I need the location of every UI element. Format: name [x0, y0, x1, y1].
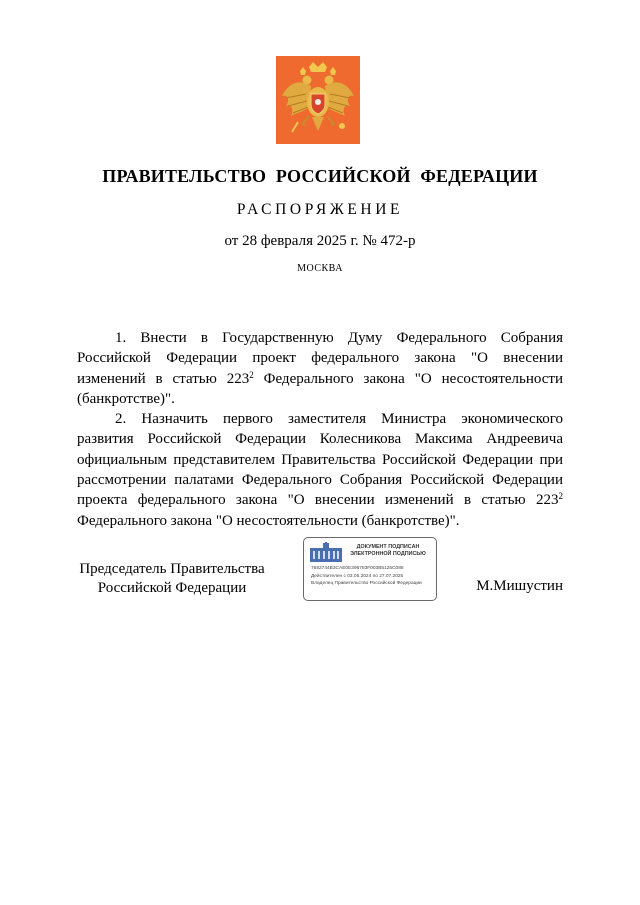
signatory-position [72, 560, 272, 598]
stamp-validity: Действителен с 03.05.2024 по 27.07.2025 [311, 574, 404, 579]
paragraph-1-text-end: Федерального закона "О несостоятельности (банкротстве)". [77, 370, 563, 407]
government-building-icon [310, 542, 342, 562]
paragraph-2-text-end: Федерального закона "О несостоятельности (банкротстве)". [77, 512, 460, 529]
paragraph-2 [77, 409, 563, 531]
stamp-heading-line-1: ДОКУМЕНТ ПОДПИСАН [356, 544, 420, 550]
stamp-certificate: 7682744B3CAE0E396783F003B5125C086 [311, 566, 404, 571]
stamp-heading-line-2: ЭЛЕКТРОННОЙ ПОДПИСЬЮ [350, 550, 426, 557]
government-title: ПРАВИТЕЛЬСТВО РОССИЙСКОЙ ФЕДЕРАЦИИ [102, 166, 538, 186]
paragraph-2-text: 2. Назначить первого заместителя Министра экономического развития Российской Федерации Колесникова Максима Андреевича официальным представителем Правительства Российской Федерации при рассмотрении палатами Федерального Собрания Российской Федерации проекта федерального закона "О внесении изменений в статью 223 [77, 411, 563, 509]
paragraph-1-superscript: 2 [249, 369, 254, 380]
document-body [77, 328, 563, 531]
paragraph-2-superscript: 2 [558, 491, 563, 502]
paragraph-1-text: 1. Внести в Государственную Думу Федерального Собрания Российской Федерации проект федерального закона "О внесении изменений в статью 223 [77, 330, 563, 387]
document-city: МОСКВА [297, 263, 343, 274]
stamp-owner: Владелец Правительство Российской Федерации [311, 581, 422, 586]
signatory-position-line-2: Российской Федерации [97, 580, 247, 596]
electronic-signature-stamp [303, 537, 437, 601]
document-type: РАСПОРЯЖЕНИЕ [236, 201, 404, 218]
paragraph-1 [77, 328, 563, 409]
signatory-position-line-1: Председатель Правительства [79, 561, 265, 577]
document-date-number: от 28 февраля 2025 г. № 472-р [224, 233, 416, 249]
signatory-name: М.Мишустин [476, 578, 563, 594]
stamp-heading [340, 544, 436, 558]
russian-coat-of-arms-icon [276, 56, 360, 144]
